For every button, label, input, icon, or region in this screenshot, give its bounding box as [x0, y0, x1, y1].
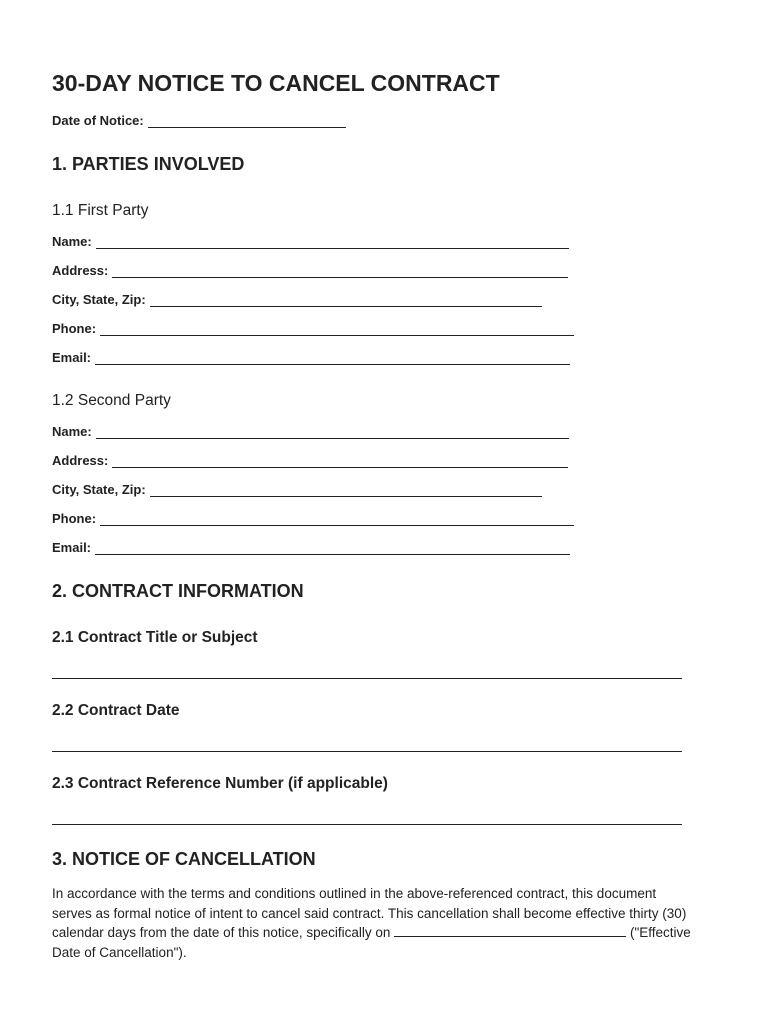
second-party-email-row — [52, 540, 570, 555]
first-party-name-field[interactable] — [96, 236, 569, 249]
second-party-name-field[interactable] — [96, 426, 569, 439]
contract-title-field[interactable] — [52, 678, 682, 679]
first-party-email-field[interactable] — [95, 352, 570, 365]
second-party-address-field[interactable] — [112, 455, 568, 468]
second-party-city-label: City, State, Zip: — [52, 482, 146, 497]
first-party-email-label: Email: — [52, 350, 92, 365]
second-party-city-field[interactable] — [150, 484, 542, 497]
first-party-address-field[interactable] — [112, 265, 568, 278]
second-party-address-label: Address: — [52, 453, 109, 468]
first-party-email-row — [52, 350, 570, 365]
first-party-name-label: Name: — [52, 234, 92, 249]
effective-date-field[interactable] — [394, 923, 626, 937]
first-party-phone-label: Phone: — [52, 321, 97, 336]
contract-date-heading: 2.2 Contract Date — [52, 702, 180, 719]
second-party-name-row — [52, 424, 569, 439]
section-1-heading: 1. PARTIES INVOLVED — [52, 154, 245, 174]
date-of-notice-row — [52, 113, 346, 128]
second-party-phone-label: Phone: — [52, 511, 97, 526]
first-party-city-field[interactable] — [150, 294, 542, 307]
section-2-heading: 2. CONTRACT INFORMATION — [52, 581, 304, 601]
date-of-notice-field[interactable] — [148, 115, 346, 128]
second-party-email-label: Email: — [52, 540, 92, 555]
first-party-city-label: City, State, Zip: — [52, 292, 146, 307]
first-party-city-row — [52, 292, 542, 307]
first-party-address-label: Address: — [52, 263, 109, 278]
contract-date-field[interactable] — [52, 751, 682, 752]
second-party-city-row — [52, 482, 542, 497]
second-party-phone-row — [52, 511, 574, 526]
contract-reference-field[interactable] — [52, 824, 682, 825]
cancellation-paragraph — [52, 884, 692, 962]
second-party-heading: 1.2 Second Party — [52, 392, 171, 409]
contract-title-heading: 2.1 Contract Title or Subject — [52, 629, 258, 646]
cancellation-paragraph-tail: ("Effective Date of Cancellation"). — [52, 925, 691, 960]
cancellation-paragraph-main: In accordance with the terms and conditions outlined in the above-referenced contract, this document serves as formal notice of intent to cancel said contract. This cancellation shall become effective thirty (30) calendar days from the date of this notice, specifically on — [52, 886, 687, 940]
contract-reference-heading: 2.3 Contract Reference Number (if applicable) — [52, 775, 388, 792]
first-party-phone-row — [52, 321, 574, 336]
section-3-heading: 3. NOTICE OF CANCELLATION — [52, 849, 316, 869]
second-party-address-row — [52, 453, 568, 468]
second-party-email-field[interactable] — [95, 542, 570, 555]
date-of-notice-label: Date of Notice: — [52, 113, 144, 128]
first-party-phone-field[interactable] — [100, 323, 574, 336]
first-party-address-row — [52, 263, 568, 278]
second-party-name-label: Name: — [52, 424, 92, 439]
second-party-phone-field[interactable] — [100, 513, 574, 526]
first-party-heading: 1.1 First Party — [52, 202, 149, 219]
first-party-name-row — [52, 234, 569, 249]
document-title: 30-DAY NOTICE TO CANCEL CONTRACT — [52, 70, 500, 96]
